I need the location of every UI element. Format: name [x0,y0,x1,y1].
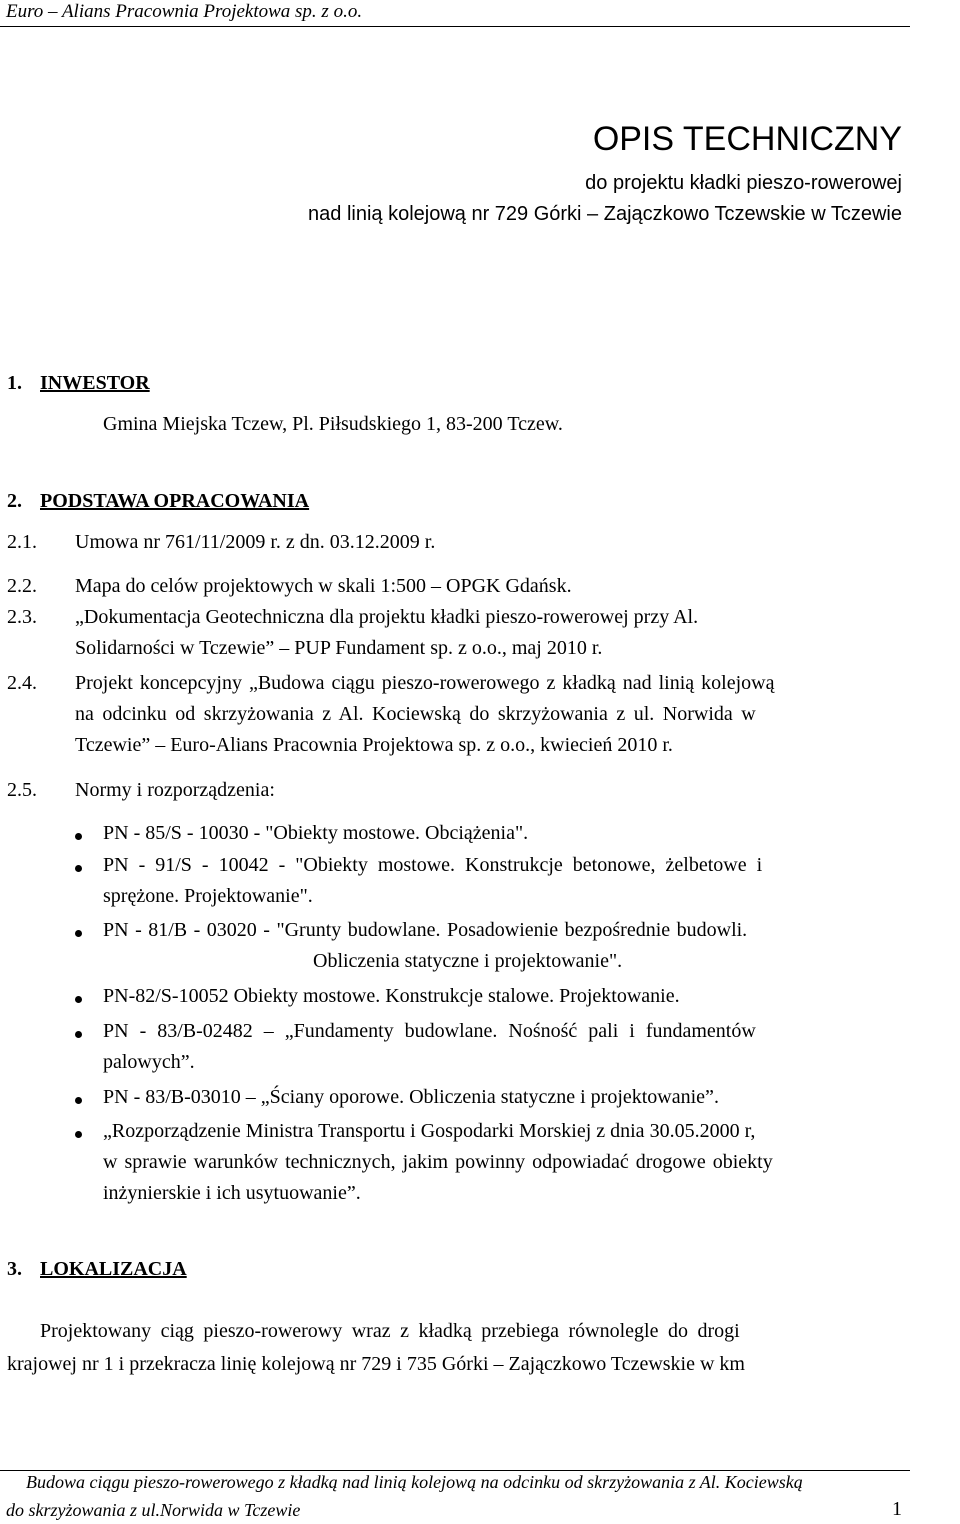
bullet-5-icon [75,1031,82,1038]
item-2-4-text-line2: na odcinku od skrzyżowania z Al. Kociewską do skrzyżowania z ul. Norwida w [75,703,756,725]
item-2-5-number: 2.5. [7,779,37,801]
location-text-line1: Projektowany ciąg pieszo-rowerowy wraz z kładką przebiega równolegle do drogi [40,1320,740,1342]
footer-line1: Budowa ciągu pieszo-rowerowego z kładką nad linią kolejową na odcinku od skrzyżowania z Al. Kociewską [26,1472,803,1492]
norm-item-4: PN-82/S-10052 Obiekty mostowe. Konstrukcje stalowe. Projektowanie. [103,985,680,1007]
norm-item-7-line3: inżynierskie i ich usytuowanie”. [103,1182,361,1204]
item-2-3-text-line1: „Dokumentacja Geotechniczna dla projektu kładki pieszo-rowerowej przy Al. [75,606,699,628]
bullet-1-icon [75,833,82,840]
bullet-4-icon [75,996,82,1003]
footer-line2: do skrzyżowania z ul.Norwida w Tczewie [6,1500,301,1520]
norm-item-3-line2: Obliczenia statyczne i projektowanie". [313,950,623,972]
section-1-title: INWESTOR [40,372,150,394]
norm-item-7-line2: w sprawie warunków technicznych, jakim powinny odpowiadać drogowe obiekty [103,1151,773,1173]
header-divider [0,26,910,27]
item-2-4-text-line1: Projekt koncepcyjny „Budowa ciągu pieszo-rowerowego z kładką nad linią kolejową [75,672,775,694]
item-2-4-text-line3: Tczewie” – Euro-Alians Pracownia Projektowa sp. z o.o., kwiecień 2010 r. [75,734,673,756]
norm-item-5-line1: PN - 83/B-02482 – „Fundamenty budowlane. Nośność pali i fundamentów [103,1020,756,1042]
document-subtitle-line2: nad linią kolejową nr 729 Górki – Zajączkowo Tczewskie w Tczewie [308,203,902,225]
bullet-2-icon [75,865,82,872]
item-2-2-text: Mapa do celów projektowych w skali 1:500 – OPGK Gdańsk. [75,575,572,597]
norm-item-1: PN - 85/S - 10030 - "Obiekty mostowe. Obciążenia". [103,822,529,844]
page-number: 1 [892,1498,902,1520]
item-2-5-text: Normy i rozporządzenia: [75,779,275,801]
investor-text: Gmina Miejska Tczew, Pl. Piłsudskiego 1, 83-200 Tczew. [103,413,563,435]
item-2-1-number: 2.1. [7,531,37,553]
section-1-number: 1. [7,372,22,394]
bullet-3-icon [75,930,82,937]
location-text-line2: krajowej nr 1 i przekracza linię kolejową nr 729 i 735 Górki – Zajączkowo Tczewskie w km [7,1353,745,1375]
norm-item-2-line1: PN - 91/S - 10042 - "Obiekty mostowe. Konstrukcje betonowe, żelbetowe i [103,854,763,876]
norm-item-3-line1: PN - 81/B - 03020 - "Grunty budowlane. Posadowienie bezpośrednie budowli. [103,919,748,941]
item-2-2-number: 2.2. [7,575,37,597]
section-2-title: PODSTAWA OPRACOWANIA [40,490,310,512]
section-2-number: 2. [7,490,22,512]
item-2-1-text: Umowa nr 761/11/2009 r. z dn. 03.12.2009 r. [75,531,436,553]
item-2-4-number: 2.4. [7,672,37,694]
norm-item-6: PN - 83/B-03010 – „Ściany oporowe. Obliczenia statyczne i projektowanie”. [103,1086,719,1108]
document-subtitle-line1: do projektu kładki pieszo-rowerowej [585,172,902,194]
item-2-3-number: 2.3. [7,606,37,628]
norm-item-2-line2: sprężone. Projektowanie". [103,885,313,907]
norm-item-7-line1: „Rozporządzenie Ministra Transportu i Gospodarki Morskiej z dnia 30.05.2000 r, [103,1120,756,1142]
document-title: OPIS TECHNICZNY [592,120,902,158]
norm-item-5-line2: palowych”. [103,1051,195,1073]
bullet-6-icon [75,1097,82,1104]
section-3-title: LOKALIZACJA [40,1258,187,1280]
bullet-7-icon [75,1131,82,1138]
footer-divider [0,1470,910,1471]
header-company: Euro – Alians Pracownia Projektowa sp. z o.o. [6,1,363,22]
item-2-3-text-line2: Solidarności w Tczewie” – PUP Fundament sp. z o.o., maj 2010 r. [75,637,603,659]
section-3-number: 3. [7,1258,22,1280]
